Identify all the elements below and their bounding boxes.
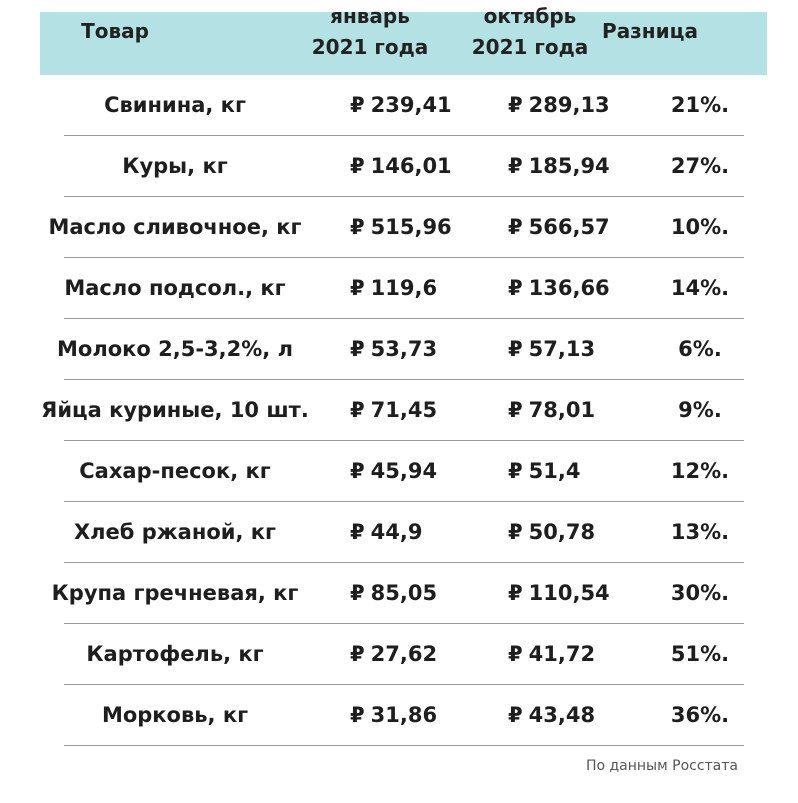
ruble-sign: ₽ xyxy=(508,459,523,483)
source-note: По данным Росстата xyxy=(585,758,738,774)
price-difference: 12%. xyxy=(670,459,730,483)
table-row xyxy=(0,563,798,624)
ruble-sign: ₽ xyxy=(508,337,523,361)
header-january-line2: 2021 года xyxy=(311,34,429,59)
product-name: Морковь, кг xyxy=(101,703,249,727)
price-difference: 30%. xyxy=(670,581,730,605)
ruble-sign: ₽ xyxy=(508,215,523,239)
price-october xyxy=(508,319,595,379)
ruble-sign: ₽ xyxy=(350,581,365,605)
product-name: Хлеб ржаной, кг xyxy=(73,520,277,544)
price-october xyxy=(508,258,610,318)
table-row xyxy=(0,502,798,563)
price-october-value: 185,94 xyxy=(528,154,610,178)
ruble-sign: ₽ xyxy=(350,215,365,239)
ruble-sign: ₽ xyxy=(508,520,523,544)
price-october-value: 51,4 xyxy=(528,459,581,483)
price-october-value: 110,54 xyxy=(528,581,610,605)
price-october xyxy=(508,197,610,257)
price-january xyxy=(350,502,422,562)
ruble-sign: ₽ xyxy=(350,276,365,300)
product-name: Крупа гречневая, кг xyxy=(51,581,299,605)
price-october xyxy=(508,441,580,501)
price-january-value: 119,6 xyxy=(370,276,438,300)
table-row xyxy=(0,75,798,136)
ruble-sign: ₽ xyxy=(508,154,523,178)
ruble-sign: ₽ xyxy=(350,337,365,361)
price-january xyxy=(350,624,437,684)
header-january xyxy=(290,0,450,63)
product-name: Масло подсол., кг xyxy=(64,276,286,300)
price-difference: 6%. xyxy=(678,337,722,361)
price-october xyxy=(508,380,595,440)
price-october-value: 289,13 xyxy=(528,93,610,117)
ruble-sign: ₽ xyxy=(350,398,365,422)
price-january-value: 146,01 xyxy=(370,154,452,178)
ruble-sign: ₽ xyxy=(508,93,523,117)
table-row xyxy=(0,624,798,685)
price-october xyxy=(508,685,595,745)
product-name: Яйца куриные, 10 шт. xyxy=(41,398,309,422)
product-name: Молоко 2,5-3,2%, л xyxy=(57,337,293,361)
price-january-value: 85,05 xyxy=(370,581,438,605)
price-difference: 14%. xyxy=(670,276,730,300)
table-row xyxy=(0,441,798,502)
price-january xyxy=(350,380,437,440)
price-october-value: 41,72 xyxy=(528,642,596,666)
price-january-value: 71,45 xyxy=(370,398,438,422)
table-row xyxy=(0,258,798,319)
product-name: Куры, кг xyxy=(122,154,228,178)
ruble-sign: ₽ xyxy=(350,520,365,544)
price-january-value: 45,94 xyxy=(370,459,438,483)
price-january-value: 515,96 xyxy=(370,215,452,239)
price-october xyxy=(508,563,610,623)
product-name: Масло сливочное, кг xyxy=(48,215,302,239)
price-january-value: 239,41 xyxy=(370,93,452,117)
price-october-value: 136,66 xyxy=(528,276,610,300)
price-difference: 36%. xyxy=(670,703,730,727)
ruble-sign: ₽ xyxy=(350,93,365,117)
row-divider xyxy=(64,745,744,746)
price-october-value: 57,13 xyxy=(528,337,596,361)
header-difference-label: Разница xyxy=(602,19,698,43)
price-october-value: 566,57 xyxy=(528,215,610,239)
header-october-line2: 2021 года xyxy=(471,34,589,59)
table-body xyxy=(0,75,798,746)
price-october-value: 78,01 xyxy=(528,398,596,422)
price-october xyxy=(508,502,595,562)
ruble-sign: ₽ xyxy=(350,642,365,666)
ruble-sign: ₽ xyxy=(508,642,523,666)
header-january-line1: январь xyxy=(330,3,410,28)
ruble-sign: ₽ xyxy=(508,703,523,727)
price-january-value: 27,62 xyxy=(370,642,438,666)
product-name: Картофель, кг xyxy=(86,642,264,666)
price-difference: 21%. xyxy=(670,93,730,117)
product-name: Свинина, кг xyxy=(104,93,246,117)
price-january xyxy=(350,197,452,257)
price-january xyxy=(350,136,452,196)
price-october-value: 43,48 xyxy=(528,703,596,727)
price-january-value: 31,86 xyxy=(370,703,438,727)
ruble-sign: ₽ xyxy=(508,581,523,605)
price-january-value: 44,9 xyxy=(370,520,423,544)
ruble-sign: ₽ xyxy=(350,459,365,483)
price-january xyxy=(350,441,437,501)
ruble-sign: ₽ xyxy=(508,276,523,300)
price-january xyxy=(350,258,437,318)
ruble-sign: ₽ xyxy=(350,703,365,727)
table-row xyxy=(0,380,798,441)
price-january-value: 53,73 xyxy=(370,337,438,361)
ruble-sign: ₽ xyxy=(350,154,365,178)
price-difference: 27%. xyxy=(670,154,730,178)
header-october-line1: октябрь xyxy=(483,3,577,28)
price-difference: 10%. xyxy=(670,215,730,239)
price-october xyxy=(508,136,610,196)
price-difference: 9%. xyxy=(678,398,722,422)
price-difference: 51%. xyxy=(670,642,730,666)
ruble-sign: ₽ xyxy=(508,398,523,422)
price-january xyxy=(350,563,437,623)
header-difference xyxy=(585,0,715,63)
table-row xyxy=(0,136,798,197)
header-product-label: Товар xyxy=(81,19,149,43)
table-row xyxy=(0,319,798,380)
price-october xyxy=(508,75,610,135)
price-january xyxy=(350,75,452,135)
product-name: Сахар-песок, кг xyxy=(79,459,271,483)
table-row xyxy=(0,685,798,746)
price-difference: 13%. xyxy=(670,520,730,544)
price-january xyxy=(350,685,437,745)
header-product xyxy=(40,0,190,63)
price-january xyxy=(350,319,437,379)
table-row xyxy=(0,197,798,258)
price-october-value: 50,78 xyxy=(528,520,596,544)
price-october xyxy=(508,624,595,684)
